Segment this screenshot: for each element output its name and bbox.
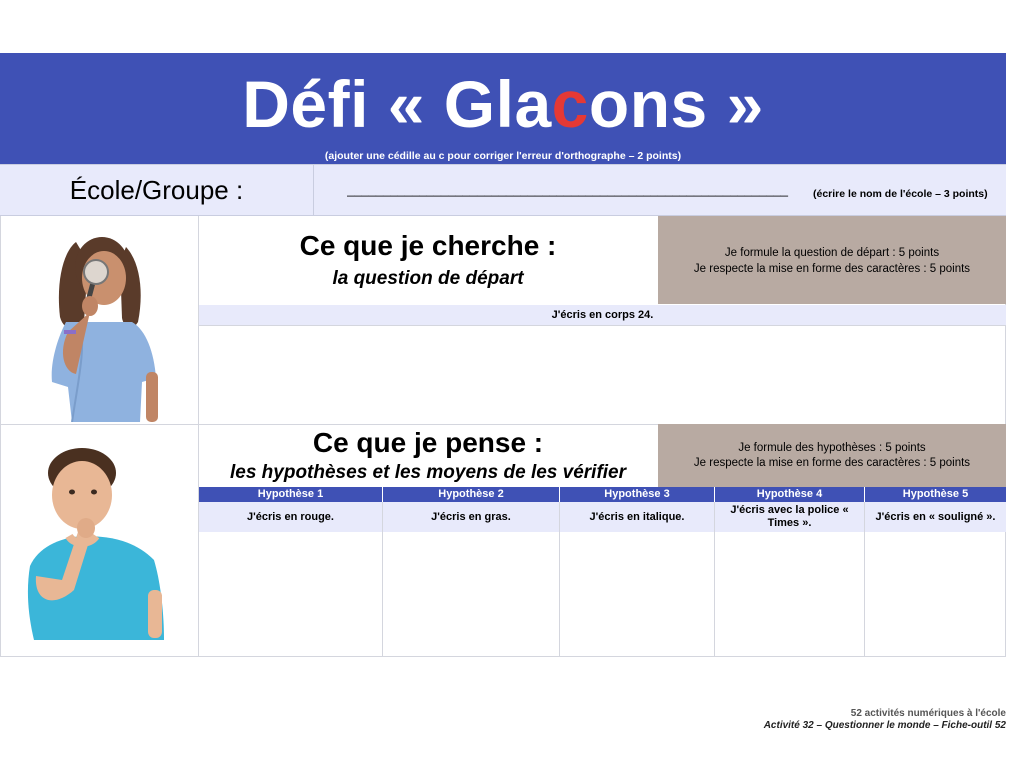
hypothesis-instruction: J'écris en italique. <box>560 502 715 532</box>
hypothesis-answer-cell[interactable] <box>199 532 383 656</box>
hypothesis-header: Hypothèse 3 <box>560 487 715 502</box>
section2-criterion: Je respecte la mise en forme des caractères : 5 points <box>693 457 971 469</box>
footer-book-title: 52 activités numériques à l'école <box>850 708 1006 719</box>
page-title: Défi « Glacons » <box>242 67 764 141</box>
section2-title: Ce que je pense : <box>312 427 544 458</box>
thinking-boy-photo <box>14 440 184 640</box>
hypothesis-answer-cell[interactable] <box>865 532 1006 656</box>
school-name-field[interactable]: _____________________________________________________________ <box>347 182 789 197</box>
section1-criterion: Je respecte la mise en forme des caractères : 5 points <box>693 263 971 275</box>
grid-left-border <box>0 216 1 656</box>
hypothesis-answer-cell[interactable] <box>560 532 715 656</box>
hypothesis-instruction: J'écris en rouge. <box>199 502 383 532</box>
hypothesis-header: Hypothèse 5 <box>902 488 969 500</box>
hypothesis-instruction: J'écris avec la police « Times ». <box>715 502 865 532</box>
section2-criterion: Je formule des hypothèses : 5 points <box>738 442 926 454</box>
hypothesis-instruction: J'écris en « souligné ». <box>875 510 996 523</box>
section1-instruction: J'écris en corps 24. <box>551 309 654 321</box>
hypothesis-header: Hypothèse 2 <box>383 487 560 502</box>
hypothesis-instruction-row <box>199 502 1006 532</box>
hypothesis-header-row <box>199 487 1006 502</box>
school-label: École/Groupe : <box>69 175 244 205</box>
question-answer-area[interactable] <box>199 326 1005 424</box>
hypothesis-answer-row <box>199 532 1006 656</box>
hypothesis-instruction: J'écris en gras. <box>383 502 560 532</box>
hypothesis-answer-cell[interactable] <box>715 532 865 656</box>
grid-bottom-border <box>0 656 1006 657</box>
girl-with-magnifier-photo <box>28 222 178 422</box>
section1-title: Ce que je cherche : <box>299 230 557 261</box>
school-hint: (écrire le nom de l'école – 3 points) <box>813 188 988 200</box>
hypothesis-answer-cell[interactable] <box>383 532 560 656</box>
school-row-divider <box>313 165 314 215</box>
section1-criterion: Je formule la question de départ : 5 points <box>724 247 940 259</box>
hypothesis-header: Hypothèse 4 <box>715 487 865 502</box>
title-red-letter: c <box>551 67 589 141</box>
section1-subtitle: la question de départ <box>332 268 524 289</box>
hypothesis-header: Hypothèse 1 <box>199 487 383 502</box>
section2-subtitle: les hypothèses et les moyens de les vérifier <box>229 462 627 483</box>
footer-activity-ref: Activité 32 – Questionner le monde – Fiche-outil 52 <box>763 720 1006 731</box>
title-instruction: (ajouter une cédille au c pour corriger l'erreur d'orthographe – 2 points) <box>324 150 682 162</box>
